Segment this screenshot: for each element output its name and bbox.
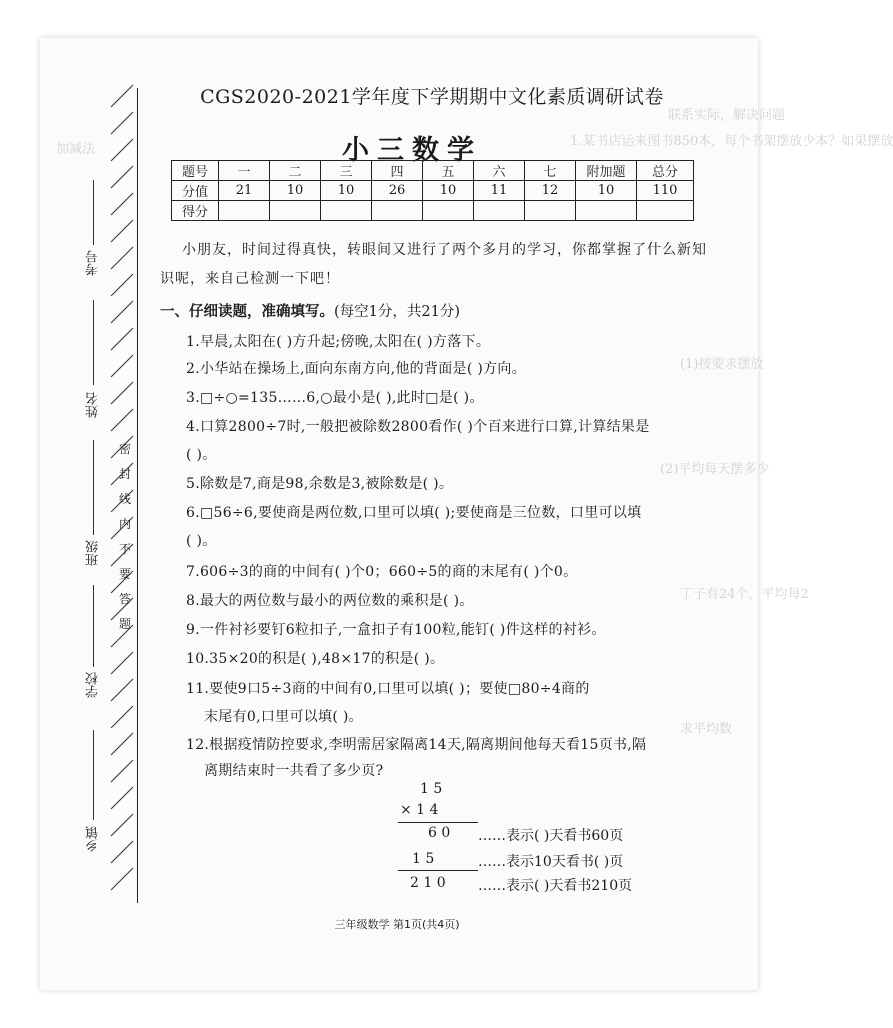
table-cell: 10: [576, 181, 637, 201]
seal-line: [137, 88, 138, 903]
seal-slash: [111, 355, 133, 377]
question-2: 2.小华站在操场上,面向东南方向,他的背面是( )方向。: [186, 361, 527, 377]
ghost-text: 联系实际，解决问题: [668, 108, 786, 123]
seal-slash: [111, 868, 133, 890]
section-heading: [160, 300, 460, 321]
calc-row-5-note: ……表示( )天看书210页: [478, 878, 633, 894]
score-input-cell[interactable]: [525, 201, 576, 221]
seal-slash: [111, 679, 133, 701]
intro-paragraph: 小朋友，时间过得真快，转眼间又进行了两个多月的学习，你都掌握了什么新知识呢，来自己检测一下吧！: [160, 242, 707, 287]
score-input-cell[interactable]: [372, 201, 423, 221]
seal-char: 题: [118, 617, 131, 631]
question-11-cont: 末尾有0,口里可以填( )。: [204, 709, 363, 725]
school-line: [93, 585, 94, 667]
seal-slash: [111, 814, 133, 836]
exam-number-line: [93, 180, 94, 245]
seal-slash: [111, 787, 133, 809]
seal-slash: [111, 274, 133, 296]
question-4-cont: ( )。: [186, 447, 217, 463]
question-4: 4.口算2800÷7时,一般把被除数2800看作( )个百来进行口算,计算结果是: [186, 419, 650, 435]
table-row: [172, 181, 694, 201]
question-3: 3.□÷○=135……6,○最小是( ),此时□是( )。: [186, 390, 484, 406]
table-cell: 21: [219, 181, 270, 201]
score-input-cell[interactable]: [474, 201, 525, 221]
question-9: 9.一件衬衫要钉6粒扣子,一盒扣子有100粒,能钉( )件这样的衬衫。: [186, 622, 606, 638]
score-input-cell[interactable]: [576, 201, 637, 221]
question-10: 10.35×20的积是( ),48×17的积是( )。: [186, 651, 445, 667]
exam-number-label: 考号: [86, 250, 101, 276]
exam-title: CGS2020-2021学年度下学期期中文化素质调研试卷: [200, 86, 664, 108]
seal-slash: [111, 760, 133, 782]
seal-char: 密: [118, 442, 131, 456]
table-cell: 12: [525, 181, 576, 201]
seal-slash: [111, 220, 133, 242]
table-cell: 110: [637, 181, 694, 201]
class-label: 班级: [86, 540, 101, 566]
score-input-cell[interactable]: [637, 201, 694, 221]
section-title: 一、仔细读题，准确填写。: [160, 303, 334, 320]
seal-slash: [111, 85, 133, 107]
column-header: 七: [525, 161, 576, 181]
seal-slash: [111, 733, 133, 755]
ghost-text: 加减法: [56, 142, 96, 157]
question-12-cont: 离期结束时一共看了多少页?: [204, 763, 384, 779]
class-line: [93, 440, 94, 535]
seal-char: 封: [118, 467, 131, 481]
column-header: 一: [219, 161, 270, 181]
seal-slash: [111, 112, 133, 134]
score-input-cell[interactable]: [321, 201, 372, 221]
calc-row-4-note: ……表示10天看书( )页: [478, 854, 624, 870]
table-cell: 26: [372, 181, 423, 201]
score-input-cell[interactable]: [423, 201, 474, 221]
column-header: 四: [372, 161, 423, 181]
calc-row-3: 6 0: [428, 825, 451, 841]
table-cell: 11: [474, 181, 525, 201]
page-footer: 三年级数学 第1页(共4页): [334, 918, 460, 931]
score-table: [171, 160, 694, 221]
town-label: 乡镇: [86, 826, 101, 852]
table-cell: 10: [423, 181, 474, 201]
seal-char: 答: [118, 592, 131, 606]
row-header: 分值: [172, 181, 219, 201]
seal-slash: [111, 166, 133, 188]
calc-row-2: × 1 4: [400, 802, 439, 818]
calc-line: [398, 822, 478, 823]
row-header: 题号: [172, 161, 219, 181]
column-header: 附加题: [576, 161, 637, 181]
score-input-cell[interactable]: [270, 201, 321, 221]
school-label: 学校: [86, 672, 101, 698]
column-header: 三: [321, 161, 372, 181]
column-header: 二: [270, 161, 321, 181]
seal-slash: [111, 382, 133, 404]
seal-slash: [111, 409, 133, 431]
seal-char: 线: [118, 492, 131, 506]
table-row: [172, 161, 694, 181]
calc-row-4: 1 5: [412, 851, 435, 867]
seal-slash: [111, 841, 133, 863]
seal-char: 内: [118, 517, 131, 531]
score-input-cell[interactable]: [219, 201, 270, 221]
row-header: 得分: [172, 201, 219, 221]
ghost-text: 1.某书店运来图书850本，每个书架摆放少本？如果摆放: [570, 134, 893, 149]
table-row: [172, 201, 694, 221]
column-header: 六: [474, 161, 525, 181]
ghost-text: (2)平均每天摆多少: [660, 462, 770, 477]
column-header: 五: [423, 161, 474, 181]
seal-slash: [111, 139, 133, 161]
seal-slash: [111, 193, 133, 215]
column-header: 总分: [637, 161, 694, 181]
seal-slash: [111, 652, 133, 674]
question-1: 1.早晨,太阳在( )方升起;傍晚,太阳在( )方落下。: [186, 334, 491, 350]
calc-line: [398, 870, 478, 871]
seal-slash: [111, 328, 133, 350]
question-11: 11.要使9口5÷3商的中间有0,口里可以填( )；要使□80÷4商的: [186, 681, 590, 697]
calc-row-3-note: ……表示( )天看书60页: [478, 828, 624, 844]
ghost-text: (1)按要求摆放: [680, 357, 764, 372]
calc-row-5: 2 1 0: [410, 875, 446, 891]
question-12: 12.根据疫情防控要求,李明需居家隔离14天,隔离期间他每天看15页书,隔: [186, 737, 647, 753]
table-cell: 10: [321, 181, 372, 201]
calc-row-1: 1 5: [420, 781, 443, 797]
seal-slash: [111, 301, 133, 323]
seal-char: 要: [118, 567, 131, 581]
seal-slash: [111, 706, 133, 728]
table-cell: 10: [270, 181, 321, 201]
question-8: 8.最大的两位数与最小的两位数的乘积是( )。: [186, 593, 474, 609]
question-6-cont: ( )。: [186, 533, 217, 549]
ghost-text: 求平均数: [680, 722, 733, 737]
town-line: [93, 730, 94, 820]
question-7: 7.606÷3的商的中间有( )个0；660÷5的商的末尾有( )个0。: [186, 564, 578, 580]
name-label: 姓名: [86, 392, 101, 418]
name-line: [93, 300, 94, 385]
ghost-text: 丁子有24个，平均每2: [680, 587, 809, 602]
seal-char: 不: [118, 542, 131, 556]
question-5: 5.除数是7,商是98,余数是3,被除数是( )。: [186, 476, 454, 492]
section-note: (每空1分，共21分): [334, 304, 460, 320]
seal-slash: [111, 247, 133, 269]
question-6: 6.□56÷6,要使商是两位数,口里可以填( );要使商是三位数，口里可以填: [186, 505, 642, 521]
subject-title: 小三数学: [342, 135, 482, 166]
